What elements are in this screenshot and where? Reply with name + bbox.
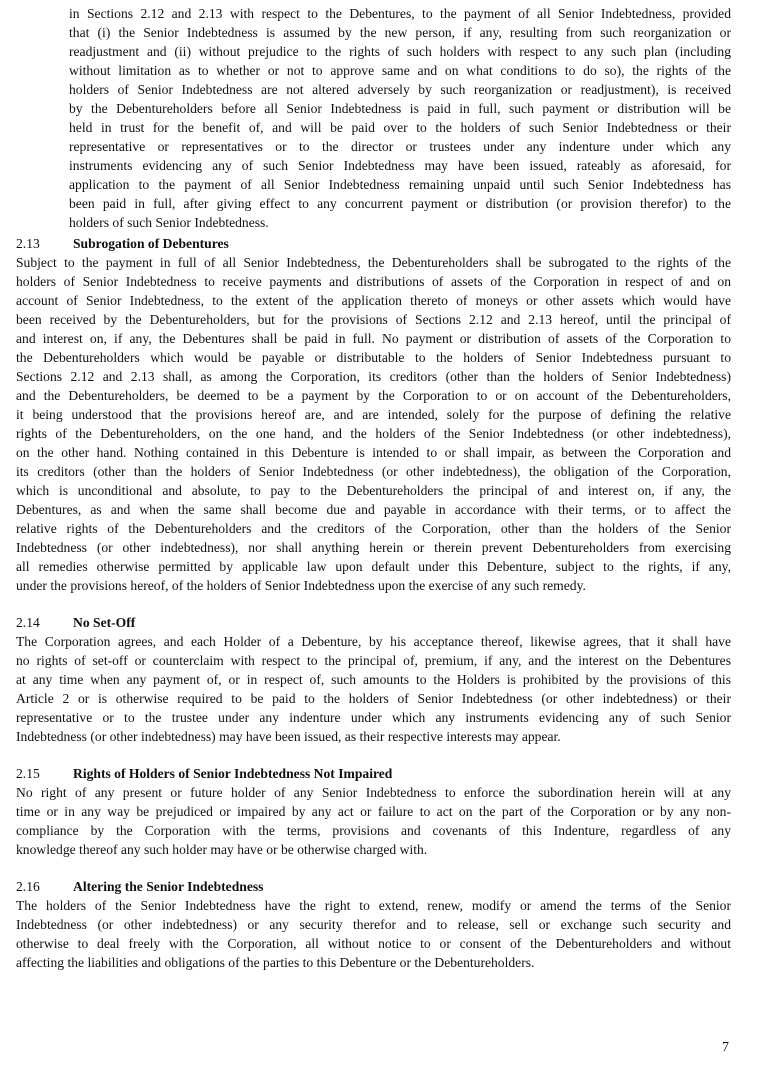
- text-line: it being understood that the provisions hereof are, and are intended, solely for the purpose of defining the relative: [16, 407, 731, 422]
- section-2-16: [16, 877, 731, 972]
- section-heading: [16, 234, 731, 253]
- text-line: been received by the Debentureholders, but for the provisions of Sections 2.12 and 2.13 hereof, until the principal of: [16, 312, 731, 327]
- text-line: rights of the Debentureholders, on the one hand, and the holders of the Senior Indebtedness (or other indebtedness),: [16, 426, 731, 441]
- text-line: holders of such Senior Indebtedness.: [69, 215, 269, 230]
- text-line: time or in any way be prejudiced or impaired by any act or failure to act on the part of the Corporation or by any non-: [16, 804, 731, 819]
- text-line: holders of Senior Indebtedness are not altered adversely by such reorganization or readjustment), is received: [69, 82, 731, 97]
- section-title: No Set-Off: [73, 615, 136, 630]
- text-line: the Debentureholders which would be payable or distributable to the holders of Senior Indebtedness pursuant to: [16, 350, 731, 365]
- text-line: The Corporation agrees, and each Holder of a Debenture, by his acceptance thereof, likewise agrees, that it shall have: [16, 634, 731, 649]
- section-2-15: [16, 764, 731, 859]
- text-line: No right of any present or future holder of any Senior Indebtedness to enforce the subordination herein will at any: [16, 785, 731, 800]
- section-heading: [16, 613, 731, 632]
- text-line: without limitation as to whether or not to approve same and on what conditions to do so), the rights of the: [69, 63, 731, 78]
- text-line: otherwise to deal freely with the Corporation, all without notice to or consent of the Debentureholders and without: [16, 936, 731, 951]
- text-line: representative or representatives or to the director or trustees under any indenture under which any: [69, 139, 731, 154]
- text-line: been paid in full, after giving effect to any concurrent payment or distribution (or provision therefor) to the: [69, 196, 731, 211]
- text-line: and interest on, if any, the Debentures shall be paid in full. No payment or distribution of assets of the Corporation to: [16, 331, 731, 346]
- text-line: representative or to the trustee under any indenture under which any instruments evidencing any of such Senior: [16, 710, 731, 725]
- text-line: held in trust for the benefit of, and will be paid over to the holders of such Senior Indebtedness or their: [69, 120, 731, 135]
- text-line: in Sections 2.12 and 2.13 with respect to the Debentures, to the payment of all Senior Indebtedness, provided: [69, 6, 731, 21]
- text-line: all remedies otherwise permitted by applicable law upon default under this Debenture, subject to the rights, if any,: [16, 559, 731, 574]
- section-2-13: [16, 234, 731, 595]
- text-line: Indebtedness (or other indebtedness) may have been issued, as their respective interests may appear.: [16, 729, 561, 744]
- section-number: 2.14: [16, 615, 40, 630]
- text-line: account of Senior Indebtedness, to the extent of the application thereto of moneys or other assets which would have: [16, 293, 731, 308]
- section-2-14: [16, 613, 731, 746]
- text-line: affecting the liabilities and obligations of the parties to this Debenture or the Debentureholders.: [16, 955, 535, 970]
- text-line: holders of Senior Indebtedness to receive payments and distributions of assets of the Corporation in respect of and on: [16, 274, 731, 289]
- text-line: relative rights of the Debentureholders and the creditors of the Corporation, other than the holders of the Senior: [16, 521, 731, 536]
- text-line: and the Debentureholders, be deemed to be a payment by the Corporation to or on account of the Debentureholders,: [16, 388, 731, 403]
- text-line: Article 2 or is otherwise required to be paid to the holders of Senior Indebtedness (or other indebtedness) or their: [16, 691, 731, 706]
- text-line: knowledge thereof any such holder may have or be otherwise charged with.: [16, 842, 428, 857]
- text-line: Sections 2.12 and 2.13 shall, as among the Corporation, its creditors (other than the holders of Senior Indebtedness): [16, 369, 731, 384]
- text-line: by the Debentureholders before all Senior Indebtedness is paid in full, such payment or distribution will be: [69, 101, 731, 116]
- section-heading: [16, 764, 731, 783]
- text-line: application to the payment of all Senior Indebtedness remaining unpaid until such Senior Indebtedness has: [69, 177, 731, 192]
- text-line: Indebtedness (or other indebtedness), nor shall anything herein or therein prevent Debentureholders from exercising: [16, 540, 731, 555]
- text-line: at any time when any payment of, or in respect of, such amounts to the Holders is prohibited by the provisions of this: [16, 672, 731, 687]
- text-line: Indebtedness (or other indebtedness) or any security therefor and to release, sell or exchange such security and: [16, 917, 731, 932]
- text-line: under the provisions hereof, of the holders of Senior Indebtedness upon the exercise of any such remedy.: [16, 578, 586, 593]
- section-number: 2.15: [16, 766, 40, 781]
- section-title: Rights of Holders of Senior Indebtedness Not Impaired: [73, 766, 393, 781]
- text-line: no rights of set-off or counterclaim with respect to the principal of, premium, if any, and the interest on the Debentures: [16, 653, 731, 668]
- text-line: Subject to the payment in full of all Senior Indebtedness, the Debentureholders shall be subrogated to the rights of the: [16, 255, 731, 270]
- section-number: 2.13: [16, 236, 40, 251]
- text-line: instruments evidencing any of such Senior Indebtedness may have been issued, rateably as aforesaid, for: [69, 158, 731, 173]
- section-number: 2.16: [16, 879, 40, 894]
- section-heading: [16, 877, 731, 896]
- section-2-12-continuation: [69, 4, 731, 232]
- text-line: that (i) the Senior Indebtedness is assumed by the new person, if any, resulting from such reorganization or: [69, 25, 731, 40]
- text-line: The holders of the Senior Indebtedness have the right to extend, renew, modify or amend the terms of the Senior: [16, 898, 731, 913]
- text-line: which is unconditional and absolute, to pay to the Debentureholders the principal of and interest on, if any, the: [16, 483, 731, 498]
- text-line: readjustment and (ii) without prejudice to the rights of such holders with respect to any such plan (including: [69, 44, 731, 59]
- page-number: 7: [722, 1040, 729, 1055]
- text-line: on the other hand. Nothing contained in this Debenture is intended to or shall impair, as between the Corporation and: [16, 445, 731, 460]
- text-line: its creditors (other than the holders of Senior Indebtedness (or other indebtedness), the obligation of the Corporation,: [16, 464, 731, 479]
- text-line: Debentures, as and when the same shall become due and payable in accordance with their terms, or to affect the: [16, 502, 731, 517]
- section-title: Altering the Senior Indebtedness: [73, 879, 264, 894]
- text-line: compliance by the Corporation with the terms, provisions and covenants of this Indenture, regardless of any: [16, 823, 731, 838]
- section-title: Subrogation of Debentures: [73, 236, 229, 251]
